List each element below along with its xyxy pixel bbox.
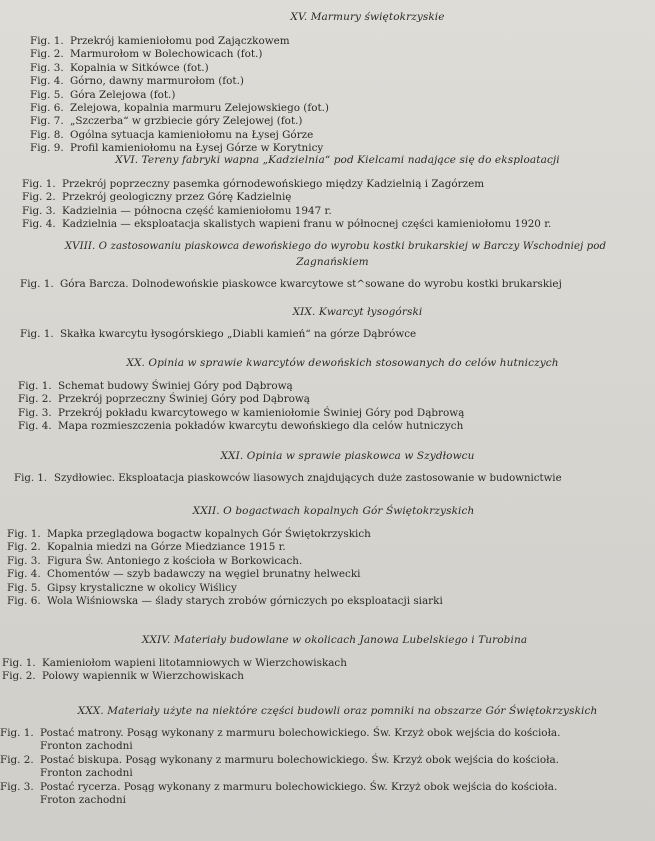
figure-label: Fig. 1. (22, 178, 56, 190)
section-xix (0, 305, 655, 341)
list-item (30, 62, 655, 75)
figure-caption: Postać matrony. Posąg wykonany z marmuru bolechowickiego. Św. Krzyż obok wejścia do kościoła. (40, 727, 561, 739)
section-heading: XXII. O bogactwach kopalnych Gór Świętokrzyskich (192, 505, 475, 517)
list-item (20, 278, 655, 291)
figure-caption: Przekrój kamieniołomu pod Zajączkowem (70, 35, 290, 47)
figure-label: Fig. 6. (30, 102, 64, 115)
figure-list (22, 178, 655, 232)
figure-caption: Ogólna sytuacja kamieniołomu na Łysej Górze (70, 128, 314, 141)
section-xvi (0, 153, 655, 232)
figure-label: Fig. 2. (18, 393, 52, 406)
figure-label: Fig. 4. (7, 568, 41, 581)
figure-label: Fig. 1. (30, 35, 64, 47)
figure-label: Fig. 8. (30, 128, 64, 141)
figure-label: Fig. 1. (20, 328, 54, 340)
list-item (18, 380, 655, 393)
figure-label: Fig. 3. (30, 61, 64, 74)
figure-caption: Przekrój pokładu kwarcytowego w kamieniołomie Świniej Góry pod Dąbrową (58, 406, 465, 419)
list-item (7, 528, 655, 541)
figure-label: Fig. 3. (0, 780, 34, 793)
list-item (0, 754, 655, 781)
figure-caption: Mapa rozmieszczenia pokładów kwarcytu dewońskiego dla celów hutniczych (58, 420, 464, 433)
figure-label: Fig. 1. (7, 528, 41, 540)
figure-list (18, 380, 655, 434)
figure-list (7, 528, 655, 608)
section-heading: XVIII. O zastosowaniu piaskowca dewońskiego do wyrobu kostki brukarskiej w Barczy Wschodniej pod (64, 241, 607, 252)
list-item (7, 568, 655, 581)
list-item (7, 541, 655, 554)
list-item (22, 178, 655, 191)
list-item (7, 582, 655, 595)
figure-caption: Marmurołom w Bolechowicach (fot.) (70, 48, 263, 61)
list-item (0, 781, 655, 808)
figure-caption: Szydłowiec. Eksploatacja piaskowców liasowych znajdujących duże zastosowanie w budownictwie (54, 473, 562, 484)
list-item (2, 670, 655, 683)
section-heading: XXI. Opinia w sprawie piaskowca w Szydłowcu (220, 450, 475, 462)
figure-label: Fig. 2. (0, 753, 34, 766)
figure-label: Fig. 4. (30, 75, 64, 88)
figure-caption: Profil kamieniołomu na Łysej Górze w Korytnicy (70, 142, 324, 155)
figure-caption: Kopalnia miedzi na Górze Miedziance 1915 r. (47, 541, 286, 554)
figure-label: Fig. 2. (30, 48, 64, 61)
figure-label: Fig. 4. (22, 218, 56, 231)
figure-list (14, 472, 655, 485)
figure-caption-continued: Fronton zachodni (40, 740, 133, 753)
figure-label: Fig. 1. (2, 657, 36, 669)
figure-label: Fig. 3. (22, 204, 56, 217)
section-heading: XXIV. Materiały budowlane w okolicach Janowa Lubelskiego i Turobina (141, 634, 528, 646)
figure-caption: Figura Św. Antoniego z kościoła w Borkowicach. (47, 554, 303, 567)
figure-list (20, 278, 655, 291)
section-xx (0, 356, 655, 434)
figure-label: Fig. 1. (14, 473, 48, 484)
figure-label: Fig. 3. (7, 554, 41, 567)
figure-caption: Górno, dawny marmurołom (fot.) (70, 75, 244, 88)
section-heading: XIX. Kwarcyt łysogórski (292, 306, 423, 318)
figure-list (0, 727, 655, 807)
figure-caption: Góra Zelejowa (fot.) (70, 88, 176, 101)
figure-caption: Kadzielnia — północna część kamieniołomu 1947 r. (62, 204, 332, 217)
figure-caption: Chomentów — szyb badawczy na węgiel brunatny helwecki (47, 568, 361, 581)
figure-caption: Mapka przeglądowa bogactw kopalnych Gór Świętokrzyskich (47, 528, 371, 540)
list-item (18, 393, 655, 406)
figure-label: Fig. 1. (0, 727, 34, 739)
section-heading: XXX. Materiały użyte na niektóre części budowli oraz pomniki na obszarze Gór Świętokrzyskich (77, 705, 598, 717)
figure-list (30, 35, 655, 156)
list-item (30, 35, 655, 48)
figure-caption: Przekrój poprzeczny Świniej Góry pod Dąbrową (58, 393, 311, 406)
figure-label: Fig. 2. (7, 541, 41, 554)
list-item (18, 407, 655, 420)
figure-label: Fig. 7. (30, 115, 64, 128)
figure-label: Fig. 6. (7, 595, 41, 608)
list-item (30, 102, 655, 115)
figure-label: Fig. 9. (30, 142, 64, 155)
section-xxx (0, 704, 655, 807)
list-item (30, 48, 655, 61)
list-item (7, 595, 655, 608)
figure-caption: Postać biskupa. Posąg wykonany z marmuru bolechowickiego. Św. Krzyż obok wejścia do kościoła. (40, 753, 559, 766)
list-item (2, 657, 655, 670)
figure-label: Fig. 3. (18, 406, 52, 419)
figure-label: Fig. 4. (18, 420, 52, 433)
figure-caption: Postać rycerza. Posąg wykonany z marmuru bolechowickiego. Św. Krzyż obok wejścia do kościoła. (40, 780, 558, 793)
section-heading: XX. Opinia w sprawie kwarcytów dewońskich stosowanych do celów hutniczych (126, 357, 559, 369)
list-item (22, 191, 655, 204)
figure-label: Fig. 2. (2, 670, 36, 683)
list-item (0, 727, 655, 754)
list-item (14, 472, 655, 485)
figure-label: Fig. 1. (20, 278, 54, 290)
list-item (30, 115, 655, 128)
figure-caption: Zelejowa, kopalnia marmuru Zelejowskiego (fot.) (70, 102, 329, 115)
section-xxii (0, 504, 655, 608)
figure-label: Fig. 5. (30, 88, 64, 101)
figure-caption: Kopalnia w Sitkówce (fot.) (70, 61, 209, 74)
figure-caption-continued: Fronton zachodni (40, 767, 133, 780)
figure-list (20, 328, 655, 341)
figure-caption: Wola Wiśniowska — ślady starych zrobów górniczych po eksploatacji siarki (47, 595, 443, 608)
list-item (18, 420, 655, 433)
figure-list (2, 657, 655, 684)
list-item (22, 218, 655, 231)
figure-caption: Polowy wapiennik w Wierzchowiskach (42, 670, 244, 683)
list-item (30, 75, 655, 88)
section-heading: XV. Marmury świętokrzyskie (290, 11, 445, 23)
figure-caption: „Szczerba“ w grzbiecie góry Zelejowej (fot.) (70, 115, 303, 128)
figure-caption: Kadzielnia — eksploatacja skalistych wapieni franu w północnej części kamieniołomu 1920 r. (62, 218, 552, 231)
list-item (7, 555, 655, 568)
figure-caption: Góra Barcza. Dolnodewońskie piaskowce kwarcytowe st^sowane do wyrobu kostki brukarskiej (60, 278, 562, 290)
list-item (22, 205, 655, 218)
section-xv (0, 10, 655, 156)
section-heading-continued: Zagnańskiem (296, 256, 369, 268)
figure-caption: Schemat budowy Świniej Góry pod Dąbrową (58, 380, 293, 392)
list-item (30, 129, 655, 142)
section-xxiv (0, 633, 655, 684)
figure-caption: Przekrój geologiczny przez Górę Kadzielnię (62, 191, 292, 204)
list-item (30, 89, 655, 102)
section-heading: XVI. Tereny fabryki wapna „Kadzielnia“ pod Kielcami nadające się do eksploatacji (115, 154, 560, 166)
section-xxi (0, 449, 655, 485)
section-xviii (0, 240, 655, 291)
figure-caption: Przekrój poprzeczny pasemka górnodewońskiego między Kadzielnią i Zagórzem (62, 178, 485, 190)
figure-caption: Gipsy krystaliczne w okolicy Wiślicy (47, 581, 237, 594)
list-item (20, 328, 655, 341)
figure-caption: Kamieniołom wapieni litotamniowych w Wierzchowiskach (42, 657, 347, 669)
figure-label: Fig. 1. (18, 380, 52, 392)
figure-caption: Skałka kwarcytu łysogórskiego „Diabli kamień“ na górze Dąbrówce (60, 328, 417, 340)
figure-label: Fig. 5. (7, 581, 41, 594)
figure-label: Fig. 2. (22, 191, 56, 204)
figure-caption-continued: Froton zachodni (40, 794, 126, 807)
